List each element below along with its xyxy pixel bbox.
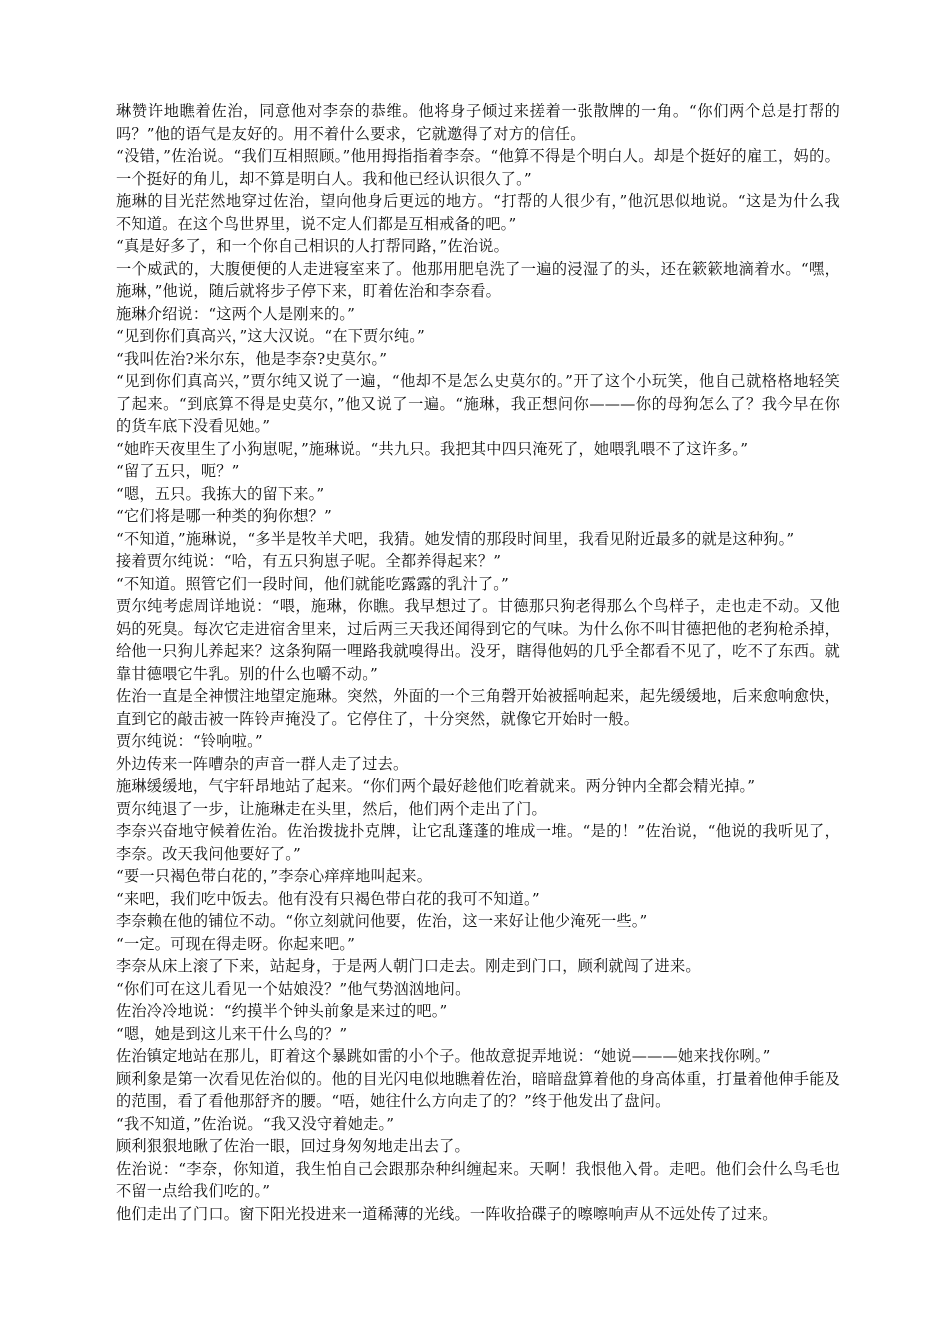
paragraph: “我叫佐治?米尔东，他是李奈?史莫尔。” xyxy=(116,349,388,368)
paragraph: “嗯，她是到这儿来干什么鸟的？” xyxy=(116,1024,348,1043)
paragraph: 接着贾尔纯说：“哈，有五只狗崽子呢。全都养得起来？” xyxy=(116,552,502,570)
paragraph: 李奈从床上滚了下来，站起身，于是两人朝门口走去。刚走到门口，顾利就闯了进来。 xyxy=(116,957,701,975)
paragraph: “见到你们真高兴，”贾尔纯又说了一遍，“他却不是怎么史莫尔的。”开了这个小玩笑，他自己就格格地轻笑了起来。“到底算不得是史莫尔，”他又说了一遍。“施琳，我正想问你———你的母狗怎么了？我今早在你的货车底下没看见她。” xyxy=(116,372,840,435)
paragraph: “没错，”佐治说。“我们互相照顾。”他用拇指指着李奈。“他算不得是个明白人。却是个挺好的雇工，妈的。一个挺好的角儿，却不算是明白人。我和他已经认识很久了。” xyxy=(116,147,840,188)
paragraph: 顾利象是第一次看见佐治似的。他的目光闪电似地瞧着佐治，暗暗盘算着他的身高体重，打量着他伸手能及的范围，看了看他那舒齐的腰。“唔，她往什么方向走了的？”终于他发出了盘问。 xyxy=(116,1069,840,1110)
paragraph: “留了五只，呃？” xyxy=(116,462,240,480)
paragraph: “嗯，五只。我拣大的留下来。” xyxy=(116,484,325,503)
paragraph: 贾尔纯退了一步，让施琳走在头里，然后，他们两个走出了门。 xyxy=(116,799,547,818)
paragraph: “你们可在这儿看见一个姑娘没？”他气势汹汹地问。 xyxy=(116,979,471,998)
paragraph: 佐治一直是全神惯注地望定施琳。突然，外面的一个三角磬开始被摇响起来，起先缓缓地，后来愈响愈快，直到它的敲击被一阵铃声掩没了。它停住了，十分突然，就像它开始时一般。 xyxy=(116,687,840,728)
paragraph: 李奈兴奋地守候着佐治。佐治拨拢扑克牌，让它乱蓬蓬的堆成一堆。“是的！”佐治说，“他说的我听见了，李奈。改天我问他要好了。” xyxy=(116,822,840,863)
paragraph: 施琳介绍说：“这两个人是刚来的。” xyxy=(116,304,356,323)
paragraph: 佐治冷冷地说：“约摸半个钟头前象是来过的吧。” xyxy=(116,1002,448,1020)
document-body xyxy=(116,100,840,1225)
paragraph: “不知道。照管它们一段时间，他们就能吃露露的乳汁了。” xyxy=(116,574,510,593)
paragraph: 施琳的目光茫然地穿过佐治，望向他身后更远的地方。“打帮的人很少有，”他沉思似地说。“这是为什么我不知道。在这个鸟世界里，说不定人们都是互相戒备的吧。” xyxy=(116,192,840,233)
paragraph: 贾尔纯考虑周详地说：“喂，施琳，你瞧。我早想过了。甘德那只狗老得那么个鸟样子，走也走不动。又他妈的死臭。每次它走进宿舍里来，过后两三天我还闻得到它的气味。为什么你不叫甘德把他的老狗枪杀掉，给他一只狗儿养起来？这条狗隔一哩路我就嗅得出。没牙，瞎得他妈的几乎全都看不见了，吃不了东西。就靠甘德喂它牛乳。别的什么也嚼不动。” xyxy=(116,597,840,683)
paragraph: “她昨天夜里生了小狗崽呢，”施琳说。“共九只。我把其中四只淹死了，她喂乳喂不了这许多。” xyxy=(116,439,749,458)
paragraph: 贾尔纯说：“铃响啦。” xyxy=(116,732,263,750)
paragraph: 佐治说：“李奈，你知道，我生怕自己会跟那杂种纠缠起来。天啊！我恨他入骨。走吧。他们会什么鸟毛也不留一点给我们吃的。” xyxy=(116,1159,840,1200)
paragraph: 施琳缓缓地，气宇轩昂地站了起来。“你们两个最好趁他们吃着就来。两分钟内全都会精光掉。” xyxy=(116,777,756,795)
paragraph: “真是好多了，和一个你自己相识的人打帮同路，”佐治说。 xyxy=(116,237,510,255)
paragraph: “我不知道，”佐治说。“我又没守着她走。” xyxy=(116,1114,395,1133)
paragraph: “要一只褐色带白花的，”李奈心痒痒地叫起来。 xyxy=(116,867,433,885)
paragraph: “一定。可现在得走呀。你起来吧。” xyxy=(116,934,356,953)
paragraph: 李奈赖在他的铺位不动。“你立刻就问他要，佐治，这一来好让他少淹死一些。” xyxy=(116,912,648,930)
paragraph: “它们将是哪一种类的狗你想？” xyxy=(116,507,332,525)
paragraph: “来吧，我们吃中饭去。他有没有只褐色带白花的我可不知道。” xyxy=(116,889,540,908)
paragraph: “见到你们真高兴，”这大汉说。“在下贾尔纯。” xyxy=(116,327,426,345)
paragraph: 外边传来一阵嘈杂的声音一群人走了过去。 xyxy=(116,754,409,773)
paragraph: 琳赞许地瞧着佐治，同意他对李奈的恭维。他将身子倾过来搓着一张散牌的一角。“你们两个总是打帮的吗？”他的语气是友好的。用不着什么要求，它就邀得了对方的信任。 xyxy=(116,102,840,143)
paragraph: 佐治镇定地站在那儿，盯着这个暴跳如雷的小个子。他故意捉弄地说：“她说———她来找你咧。” xyxy=(116,1047,771,1065)
paragraph: 他们走出了门口。窗下阳光投进来一道稀薄的光线。一阵收拾碟子的嚓嚓响声从不远处传了过来。 xyxy=(116,1204,778,1223)
paragraph: 顾利狠狠地瞅了佐治一眼，回过身匆匆地走出去了。 xyxy=(116,1137,470,1155)
paragraph: “不知道，”施琳说，“多半是牧羊犬吧，我猜。她发情的那段时间里，我看见附近最多的就是这种狗。” xyxy=(116,529,795,548)
paragraph: 一个威武的，大腹便便的人走进寝室来了。他那用肥皂洗了一遍的浸湿了的头，还在簌簌地滴着水。“嘿，施琳，”他说，随后就将步子停下来，盯着佐治和李奈看。 xyxy=(116,259,840,300)
